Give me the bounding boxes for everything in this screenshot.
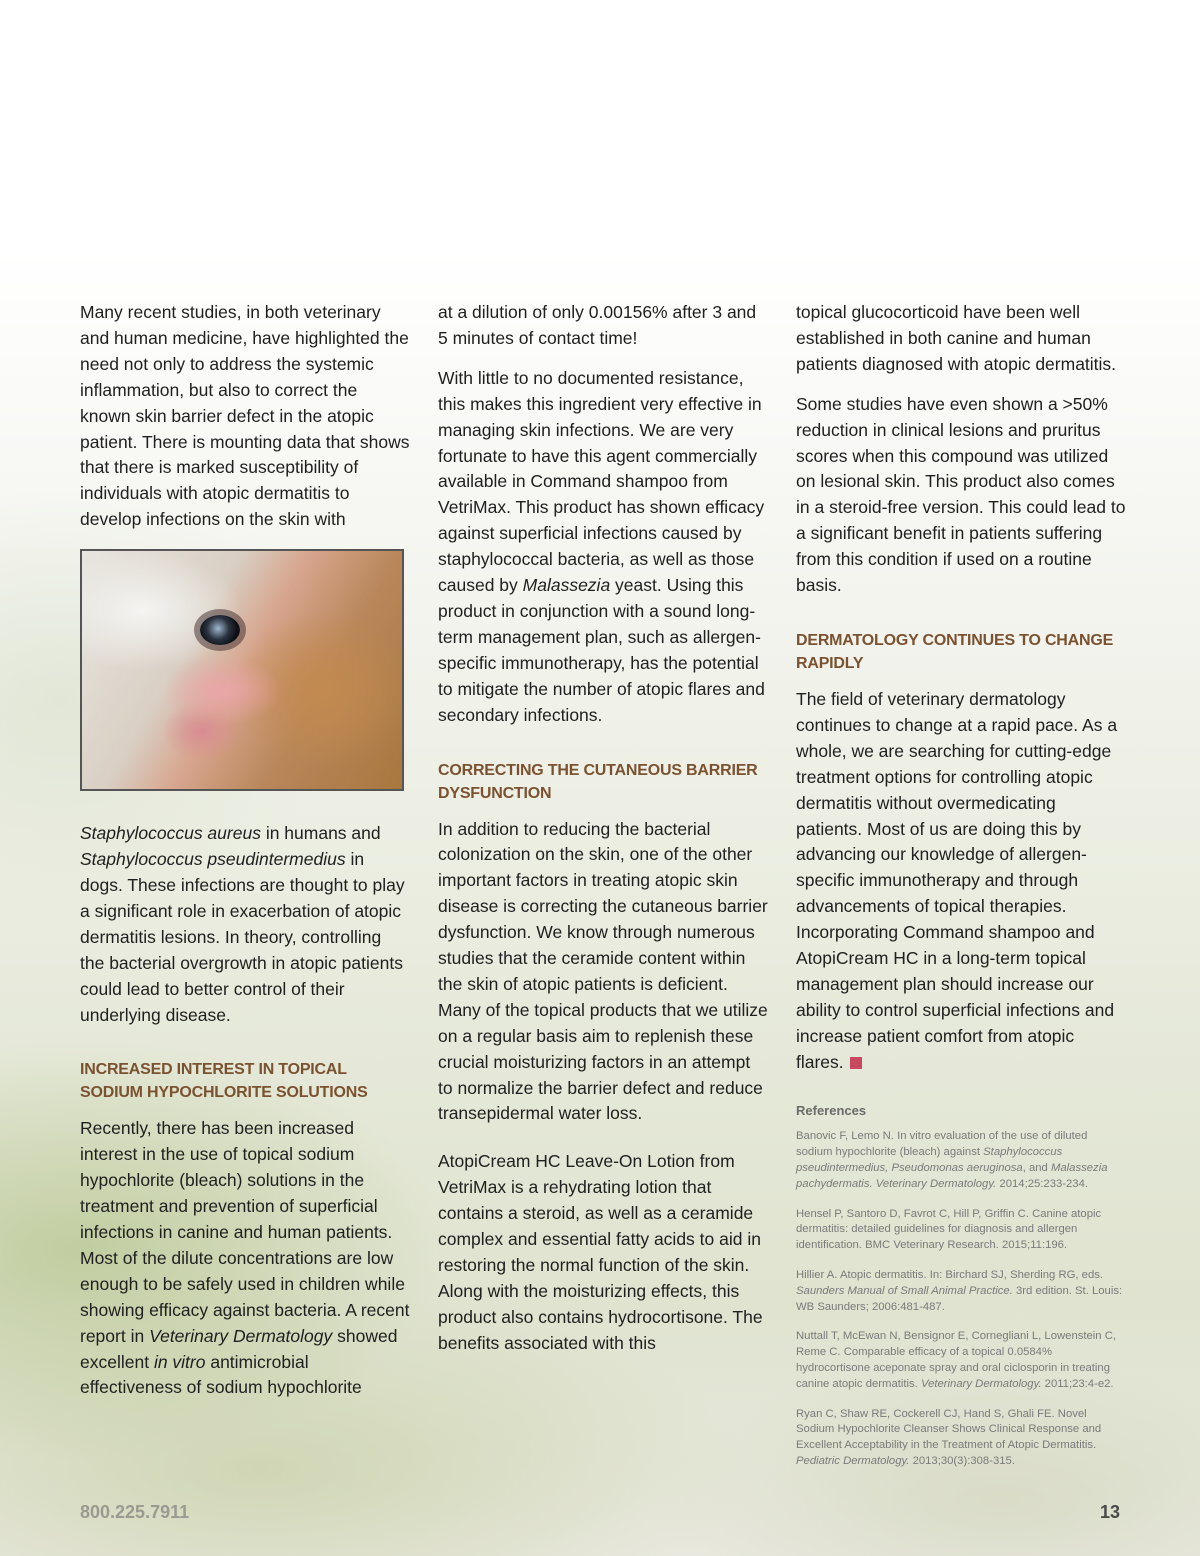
column-2 <box>438 300 768 1371</box>
reference-item <box>796 1268 1126 1315</box>
italic-text: in vitro <box>153 1351 206 1372</box>
references-title: References <box>796 1102 867 1118</box>
text: Recently, there has been increased interest in the use of topical sodium hypochlorite (bleach) solutions in the treatment and prevention of superficial infections in canine and human patients. Most of the dilute concentrations are low enough to be safely used in children while showing efficacy against bacteria. A recent report in <box>80 1118 410 1346</box>
dog-face-photo <box>80 549 404 791</box>
text: With little to no documented resistance, this makes this ingredient very effective in managing skin infections. We are very fortunate to have this agent commercially available in Command shampoo from VetriMax. This product has shown efficacy against superficial infections caused by staphylococcal bacteria, as well as those caused by <box>438 367 765 596</box>
italic-text: Malassezia <box>522 575 611 596</box>
text: 2011;23:4-e2. <box>1041 1377 1114 1390</box>
section-heading: DERMATOLOGY CONTINUES TO CHANGE RAPIDLY <box>796 631 1114 672</box>
column-3 <box>796 300 1126 1484</box>
paragraph: AtopiCream HC Leave-On Lotion from VetriMax is a rehydrating lotion that contains a steroid, as well as a ceramide complex and essential fatty acids to aid in restoring the normal function of the skin. Along with the moisturizing effects, this product also contains hydrocortisone. The benefits associated with this <box>438 1151 763 1353</box>
paragraph: at a dilution of only 0.00156% after 3 and 5 minutes of contact time! <box>438 302 757 348</box>
page-number: 13 <box>1099 1502 1120 1522</box>
dog-eye <box>200 615 240 645</box>
reference-item <box>796 1129 1126 1192</box>
reference-item: Hensel P, Santoro D, Favrot C, Hill P, Griffin C. Canine atopic dermatitis: detailed guidelines for diagnosis and allergen identification. BMC Veterinary Research. 2015;11:196. <box>796 1207 1102 1252</box>
column-1 <box>80 300 410 1415</box>
text: 3rd edition. St. Louis: WB Saunders; 2006:481-487. <box>796 1284 1123 1313</box>
paragraph <box>80 821 410 1028</box>
text: showed excellent <box>80 1325 398 1372</box>
footer-phone: 800.225.7911 <box>80 1502 190 1522</box>
section-heading: CORRECTING THE CUTANEOUS BARRIER DYSFUNCTION <box>438 761 758 802</box>
paragraph: Many recent studies, in both veterinary and human medicine, have highlighted the need not only to address the systemic inflammation, but also to correct the known skin barrier defect in the atopic patient. There is mounting data that shows that there is marked susceptibility of individuals with atopic dermatitis to develop infections on the skin with <box>80 302 410 530</box>
reference-item <box>796 1329 1126 1392</box>
section-heading: INCREASED INTEREST IN TOPICAL SODIUM HYPOCHLORITE SOLUTIONS <box>80 1061 368 1102</box>
italic-text: Staphylococcus pseudintermedius <box>80 849 346 870</box>
text: Ryan C, Shaw RE, Cockerell CJ, Hand S, Ghali FE. Novel Sodium Hypochlorite Cleanser Shows Clinical Response and Excellent Acceptability in the Treatment of Atopic Dermatitis. <box>796 1407 1102 1452</box>
paragraph <box>438 366 768 729</box>
text: Banovic F, Lemo N. In vitro evaluation of the use of diluted sodium hypochlorite (bleach) against <box>796 1130 1088 1159</box>
italic-text: Saunders Manual of Small Animal Practice. <box>796 1284 1013 1297</box>
text: Nuttall T, McEwan N, Bensignor E, Cornegliani L, Lowenstein C, Reme C. Comparable efficacy of a topical 0.0584% hydrocortisone aceponate spray and oral ciclosporin in treating canine atopic dermatitis. <box>796 1330 1117 1390</box>
text: yeast. Using this product in conjunction with a sound long-term management plan, such as allergen-specific immunotherapy, has the potential to mitigate the number of atopic flares and secondary infections. <box>438 575 765 725</box>
paragraph: In addition to reducing the bacterial colonization on the skin, one of the other important factors in treating atopic skin disease is correcting the cutaneous barrier dysfunction. We know through numerous studies that the ceramide content within the skin of atopic patients is deficient. Many of the topical products that we utilize on a regular basis aim to replenish these crucial moisturizing factors in an attempt to normalize the barrier defect and reduce transepidermal water loss. <box>438 818 768 1124</box>
italic-text: Veterinary Dermatology <box>149 1325 333 1346</box>
text: in dogs. These infections are thought to play a significant role in exacerbation of atopic dermatitis lesions. In theory, controlling the bacterial overgrowth in atopic patients could lead to better control of their underlying disease. <box>80 849 405 1025</box>
italic-text: Staphylococcus pseudintermedius, Pseudomonas aeruginosa <box>796 1146 1063 1175</box>
italic-text: Staphylococcus aureus <box>80 823 261 844</box>
text: antimicrobial effectiveness of sodium hypochlorite <box>80 1351 362 1398</box>
text: Hillier A. Atopic dermatitis. In: Birchard SJ, Sherding RG, eds. <box>796 1269 1104 1282</box>
reference-item <box>796 1407 1126 1470</box>
paragraph <box>796 687 1126 1076</box>
paragraph: Some studies have even shown a >50% reduction in clinical lesions and pruritus scores when this compound was utilized on lesional skin. This product also comes in a steroid-free version. This could lead to a significant benefit in patients suffering from this condition if used on a routine basis. <box>796 393 1126 596</box>
text: The field of veterinary dermatology continues to change at a rapid pace. As a whole, we are searching for cutting-edge treatment options for controlling atopic dermatitis without overmedicating patients. Most of us are doing this by advancing our knowledge of allergen-specific immunotherapy and through advancements of topical therapies. Incorporating Command shampoo and AtopiCream HC in a long-term topical management plan should increase our ability to control superficial infections and increase patient comfort from atopic flares. <box>796 688 1118 1072</box>
italic-text: Pediatric Dermatology. <box>796 1455 910 1468</box>
paragraph: topical glucocorticoid have been well established in both canine and human patients diagnosed with atopic dermatitis. <box>796 302 1117 374</box>
text: , and <box>1022 1162 1051 1175</box>
italic-text: Veterinary Dermatology. <box>920 1377 1042 1390</box>
end-mark-icon <box>850 1057 862 1069</box>
text: in humans and <box>260 823 381 844</box>
text: 2014;25:233-234. <box>996 1177 1089 1190</box>
paragraph <box>80 1116 410 1401</box>
italic-text: Malassezia pachydermatis. Veterinary Dermatology. <box>796 1162 1108 1190</box>
text: 2013;30(3):308-315. <box>909 1455 1015 1468</box>
